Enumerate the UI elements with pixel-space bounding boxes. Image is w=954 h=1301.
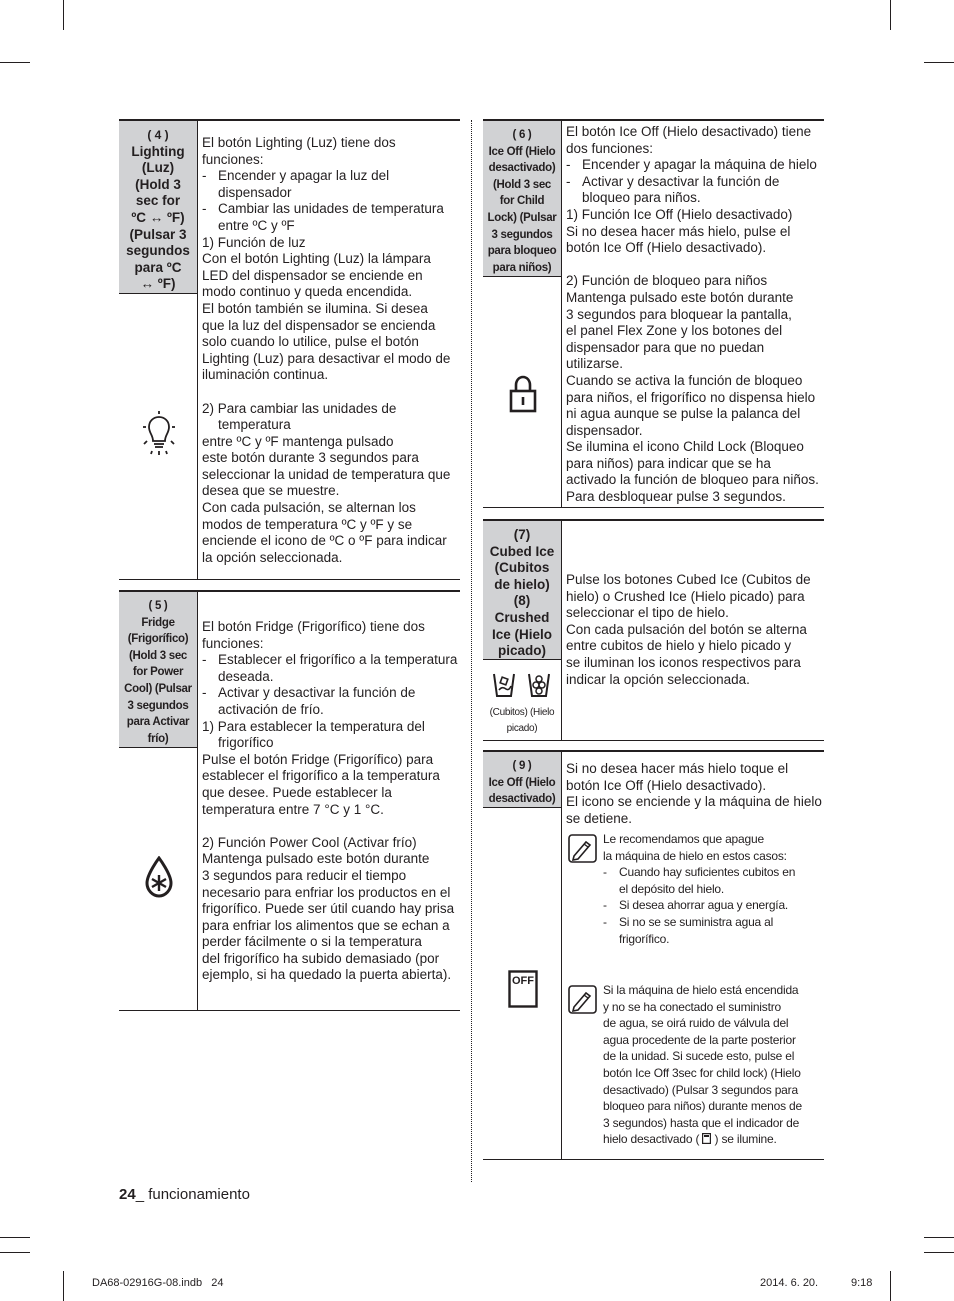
page-number: 24: [119, 1186, 136, 1203]
crop-mark: [63, 0, 64, 30]
label-line: Lighting: [131, 143, 185, 159]
text-line: Se ilumina el icono Child Lock (Bloqueo: [566, 439, 804, 455]
ice-icons-caption: [485, 705, 559, 737]
text-line: 3 segundos para bloquear la pantalla,: [566, 306, 792, 322]
text-line: para niños, el frigorífico no dispensa hielo: [566, 389, 816, 405]
text-line: Si no desea hacer más hielo toque el: [566, 761, 789, 776]
text-line: activación de frío.: [218, 701, 324, 717]
ice-type-label: [483, 521, 561, 660]
text-line: enciende el icono de ºC o ºF para indicar: [202, 533, 447, 549]
subheading: 1) Función de luz: [202, 234, 306, 250]
caption-line: (Cubitos) (Hielo: [489, 707, 555, 718]
text-line: ni agua aunque se pulse la palanca del: [566, 406, 801, 422]
fridge-description: [202, 619, 457, 984]
note-line: y no se ha conectado el suministro: [603, 999, 781, 1014]
label-line: (7): [513, 527, 531, 542]
crop-mark: [924, 1237, 954, 1238]
subheading: 1) Para establecer la temperatura del: [202, 718, 425, 734]
section-name: _ funcionamiento: [135, 1186, 250, 1203]
crushed-ice-icon: [527, 672, 551, 698]
text-line: este botón durante 3 segundos para: [202, 450, 419, 466]
label-line: (Pulsar 3: [129, 226, 187, 242]
table-bottom-rule: [483, 740, 824, 741]
text-line: El botón también se ilumina. Si desea: [202, 300, 428, 316]
subheading: 2) Función de bloqueo para niños: [566, 273, 768, 289]
label-line: Fridge: [141, 616, 175, 629]
note-line: de agua, se oirá ruido de válvula del: [603, 1016, 789, 1031]
text-line: El botón Lighting (Luz) tiene dos: [202, 135, 396, 150]
label-line: for Child: [499, 195, 545, 208]
note-water-valve: [603, 982, 823, 1148]
print-time: 9:18: [851, 1277, 873, 1289]
text-line: Con cada pulsación del botón se alterna: [566, 621, 807, 637]
text-line: perder fácilmente o si la temperatura: [202, 934, 422, 950]
text-line: la opción seleccionada.: [202, 549, 343, 565]
label-line: (Hold 3 sec: [128, 649, 188, 662]
text-line: necesario para enfriar los productos en el: [202, 884, 451, 900]
text-line: Mantenga pulsado este botón durante: [202, 851, 430, 867]
text-line: solo cuando lo utilice, pulse el botón: [202, 334, 419, 350]
bullet-item: - Cambiar las unidades de temperatura: [202, 201, 444, 217]
column-rule: [197, 590, 198, 1011]
note-line: desactivado) (Pulsar 3 segundos para: [603, 1082, 798, 1097]
crop-mark: [924, 1252, 954, 1253]
text-line: entre ºC y ºF mantenga pulsado: [202, 433, 394, 449]
note-recommendation: [603, 831, 823, 947]
text-line: LED del dispensador se enciende en: [202, 267, 423, 283]
label-line: sec for: [135, 193, 181, 209]
label-line: (8): [513, 593, 531, 609]
ice-off-child-lock-label: [483, 121, 561, 277]
text-line: para niños) para indicar que se ha: [566, 455, 771, 471]
text-line: se detiene.: [566, 810, 633, 826]
label-line: (Hold 3 sec: [492, 178, 552, 191]
text-line: Pulse el botón Fridge (Frigorífico) para: [202, 751, 434, 767]
text-line: activado la función de bloqueo para niños.: [566, 472, 819, 488]
bullet-item: - Activar y desactivar la función de: [202, 685, 416, 701]
ice-off-child-lock-description: [566, 124, 824, 506]
subheading: 2) Para cambiar las unidades de: [202, 400, 397, 416]
note-bullet: - Si desea ahorrar agua y energía.: [603, 898, 789, 913]
text-line: Cuando se activa la función de bloqueo: [566, 372, 803, 388]
note-line: Si desea ahorrar agua y energía.: [619, 898, 789, 913]
label-line: Cool) (Pulsar: [124, 682, 192, 695]
text-line: dos funciones:: [566, 140, 654, 156]
subheading: frigorífico: [218, 735, 274, 751]
ice-off-icon: [508, 970, 538, 1008]
label-line: Ice Off (Hielo: [488, 145, 556, 158]
label-line: Cubed Ice: [489, 543, 555, 559]
label-line: para Activar: [126, 716, 190, 729]
note-line: de la unidad. Si sucede esto, pulse el: [603, 1049, 795, 1064]
label-line: for Power: [132, 666, 184, 679]
column-rule: [561, 519, 562, 741]
label-line: picado): [497, 643, 546, 659]
print-file-info: DA68-02916G-08.indb 24: [92, 1277, 224, 1289]
text-line: indicar la opción seleccionada.: [566, 671, 750, 687]
table-bottom-rule: [119, 579, 460, 580]
text-line: El icono se enciende y la máquina de hielo: [566, 794, 822, 810]
column-rule: [561, 750, 562, 1160]
text-line: modos de temperatura ºC y ºF y se: [202, 516, 413, 532]
text-line: Establecer el frigorífico a la temperatura: [218, 652, 458, 668]
label-line: para niños): [492, 261, 552, 274]
text-line: Cambiar las unidades de temperatura: [218, 201, 444, 217]
subheading: temperatura: [218, 417, 291, 433]
note-pencil-icon: [568, 834, 597, 863]
text-line: deseada.: [218, 668, 274, 684]
bullet-item: - Activar y desactivar la función de: [566, 173, 780, 189]
note-text: ) se ilumine.: [714, 1132, 777, 1147]
subheading: 1) Función Ice Off (Hielo desactivado): [566, 206, 793, 222]
water-drop-snowflake-icon: [143, 856, 175, 898]
text-line: dispensador para que no puedan: [566, 339, 765, 355]
text-line: El botón Fridge (Frigorífico) tiene dos: [202, 619, 425, 634]
label-line: Ice Off (Hielo: [488, 776, 556, 789]
text-line: Si no desea hacer más hielo, pulse el: [566, 223, 791, 239]
note-line-with-icon: [603, 1131, 823, 1148]
ice-type-description: [566, 572, 824, 688]
crop-mark: [890, 0, 891, 30]
label-line: ( 9 ): [512, 760, 532, 772]
label-line: Lock) (Pulsar: [487, 211, 557, 224]
text-line: Para desbloquear pulse 3 segundos.: [566, 489, 786, 505]
text-line: que desee. Puede establecer la: [202, 784, 392, 800]
text-line: se iluminan los iconos respectivos para: [566, 654, 801, 670]
text-line: utilizarse.: [566, 356, 624, 372]
column-separator: [471, 120, 472, 1182]
text-line: el panel Flex Zone y los botones del: [566, 323, 783, 339]
label-line: ( 6 ): [512, 129, 532, 141]
note-line: botón Ice Off 3sec for child lock) (Hielo: [603, 1065, 801, 1080]
ice-off-label: [483, 752, 561, 808]
label-line: (Frigorífico): [127, 633, 189, 646]
print-date: 2014. 6. 20.: [760, 1277, 819, 1289]
text-line: botón Ice Off (Hielo desactivado).: [566, 240, 767, 256]
text-line: Encender y apagar la luz del: [218, 168, 390, 184]
label-line: para ºC: [134, 259, 182, 275]
text-line: Encender y apagar la máquina de hielo: [582, 157, 817, 173]
text-line: 3 segundos para reducir el tiempo: [202, 867, 407, 883]
note-line: Si la máquina de hielo está encendida: [603, 983, 799, 997]
text-line: iluminación continua.: [202, 367, 329, 383]
text-line: Activar y desactivar la función de: [218, 685, 416, 701]
label-line: 3 segundos: [127, 699, 189, 712]
text-line: Mantenga pulsado este botón durante: [566, 289, 794, 305]
lighting-description: [202, 135, 457, 566]
label-line: para bloqueo: [487, 245, 557, 258]
label-line: ( 5 ): [148, 600, 168, 612]
table-bottom-rule: [119, 1010, 460, 1011]
label-line: de hielo): [494, 576, 550, 592]
text-line: botón Ice Off (Hielo desactivado).: [566, 777, 767, 793]
column-rule: [561, 119, 562, 508]
label-line: segundos: [126, 243, 190, 259]
bullet-item: - Encender y apagar la luz del: [202, 168, 390, 184]
text-line: entre ºC y ºF: [218, 217, 295, 233]
ice-off-icon-text: OFF: [512, 975, 534, 987]
text-line: seleccionar la unidad de temperatura que: [202, 466, 451, 482]
label-line: desactivado): [488, 793, 556, 806]
label-line: (Hold 3: [135, 176, 181, 192]
text-line: del frigorífico ha subido demasiado (por: [202, 950, 440, 966]
page-footer: [119, 1186, 250, 1203]
text-line: Con el botón Lighting (Luz) la lámpara: [202, 251, 431, 267]
text-line: ejemplo, si ha quedado la puerta abierta).: [202, 967, 452, 983]
text-line: modo continuo y queda encendida.: [202, 284, 413, 300]
note-bullet: - Si no se se suministra agua al: [603, 914, 774, 929]
label-line: Ice (Hielo: [491, 626, 553, 642]
subheading: 2) Función Power Cool (Activar frío): [202, 834, 417, 850]
text-line: que la luz del dispensador se encienda: [202, 317, 436, 333]
lighting-label: [119, 121, 197, 294]
lightbulb-icon: [139, 411, 179, 455]
note-line: agua procedente de la parte posterior: [603, 1032, 796, 1047]
text-line: temperatura entre 7 °C y 1 °C.: [202, 801, 384, 817]
text-line: El botón Ice Off (Hielo desactivado) tiene: [566, 124, 812, 139]
note-line: bloqueo para niños) durante menos de: [603, 1099, 802, 1114]
padlock-icon: [509, 375, 537, 413]
crop-mark: [890, 1271, 891, 1301]
note-line: el depósito del hielo.: [619, 881, 725, 896]
text-line: funciones:: [202, 635, 264, 651]
caption-line: picado): [506, 723, 538, 734]
ice-off-description: [566, 761, 824, 827]
note-line: la máquina de hielo en estos casos:: [603, 848, 787, 863]
crop-mark: [63, 1271, 64, 1301]
ice-off-inline-icon: [702, 1133, 711, 1144]
text-line: frigorífico. Puede ser útil cuando hay prisa: [202, 901, 455, 917]
label-line: ºC ↔ ºF): [131, 209, 185, 225]
label-line: ↔ ºF): [140, 276, 176, 292]
note-line: frigorífico.: [619, 931, 670, 946]
fridge-label: [119, 592, 197, 748]
label-line: 3 segundos: [491, 228, 553, 241]
text-line: funciones:: [202, 151, 264, 167]
text-line: Con cada pulsación, se alternan los: [202, 500, 416, 516]
text-line: bloqueo para niños.: [582, 190, 701, 206]
text-line: hielo) o Crushed Ice (Hielo picado) para: [566, 588, 805, 604]
crop-mark: [0, 1252, 30, 1253]
note-line: Cuando hay suficientes cubitos en: [619, 865, 796, 880]
cubed-ice-icon: [492, 672, 516, 698]
crop-mark: [0, 62, 30, 63]
note-line: 3 segundos) hasta que el indicador de: [603, 1115, 800, 1130]
note-pencil-icon: [568, 985, 597, 1014]
table-bottom-rule: [483, 1159, 824, 1160]
text-line: Activar y desactivar la función de: [582, 173, 780, 189]
note-text: hielo desactivado (: [603, 1132, 700, 1147]
label-line: desactivado): [488, 162, 556, 175]
text-line: entre cubitos de hielo y hielo picado y: [566, 638, 792, 654]
label-line: frío): [147, 732, 169, 745]
text-line: dispensador: [218, 184, 292, 200]
text-line: Pulse los botones Cubed Ice (Cubitos de: [566, 572, 811, 587]
bullet-item: - Establecer el frigorífico a la temperatura: [202, 652, 458, 668]
note-line: Si no se se suministra agua al: [619, 914, 774, 929]
bullet-item: - Encender y apagar la máquina de hielo: [566, 157, 817, 173]
label-line: (Luz): [141, 160, 175, 176]
text-line: para enfriar los alimentos que se echan a: [202, 917, 450, 933]
note-bullet: - Cuando hay suficientes cubitos en: [603, 865, 796, 880]
label-line: Crushed: [494, 609, 550, 625]
crop-mark: [0, 1237, 30, 1238]
column-rule: [197, 119, 198, 580]
crop-mark: [924, 62, 954, 63]
text-line: Lighting (Luz) para desactivar el modo de: [202, 350, 451, 366]
text-line: desea que se muestre.: [202, 483, 340, 499]
note-line: Le recomendamos que apague: [603, 832, 764, 846]
text-line: dispensador.: [566, 422, 643, 438]
text-line: seleccionar el tipo de hielo.: [566, 605, 729, 621]
text-line: establecer el frigorífico a la temperatura: [202, 768, 440, 784]
label-line: ( 4 ): [147, 128, 169, 142]
label-line: (Cubitos: [494, 560, 550, 576]
table-bottom-rule: [483, 507, 824, 508]
